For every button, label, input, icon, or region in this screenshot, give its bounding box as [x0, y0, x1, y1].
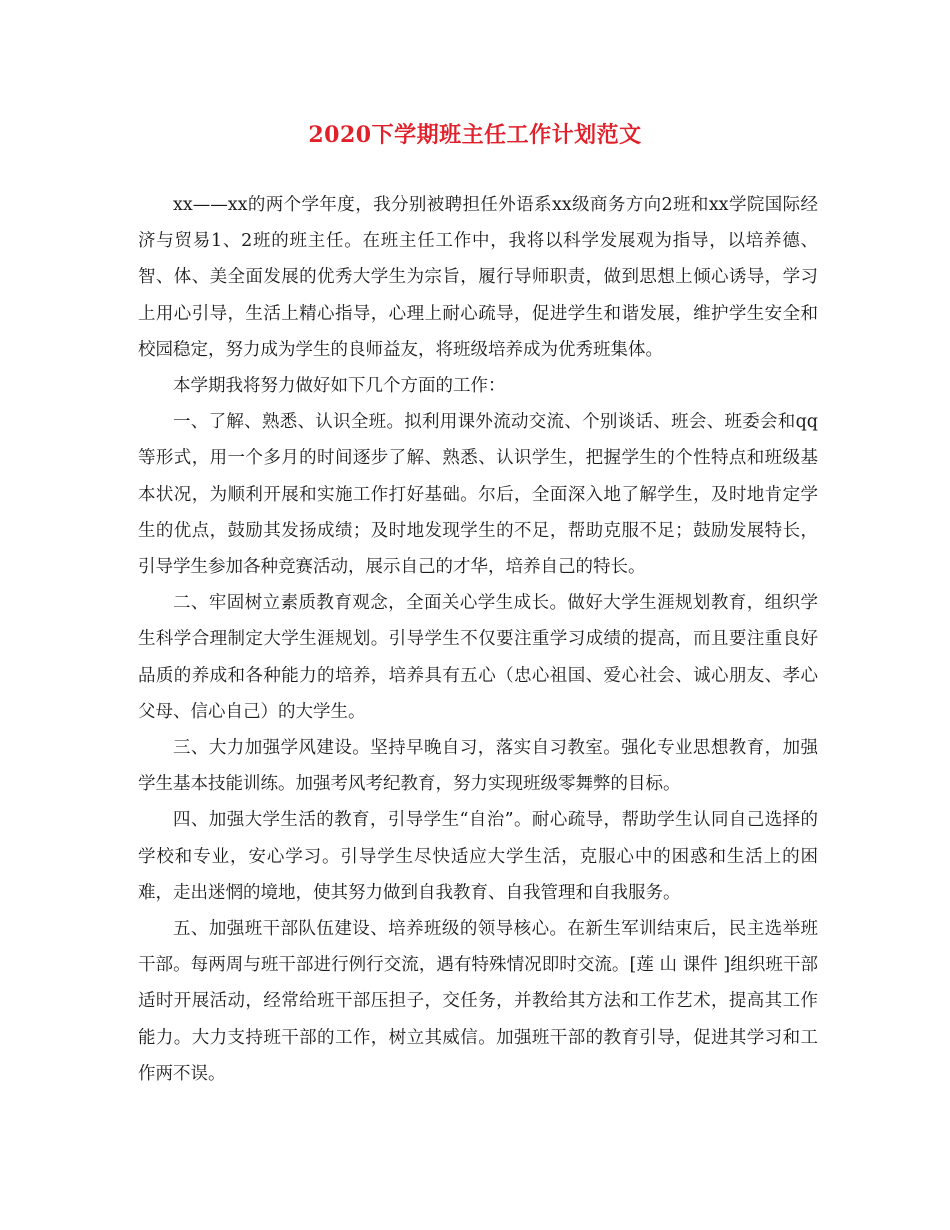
paragraph-item-2: 二、牢固树立素质教育观念，全面关心学生成长。做好大学生涯规划教育，组织学生科学合理制定大学生涯规划。引导学生不仅要注重学习成绩的提高，而且要注重良好品质的养成和各种能力的培养，培养具有五心（忠心祖国、爱心社会、诚心朋友、孝心父母、信心自己）的大学生。: [138, 593, 818, 722]
paragraph-overview: 本学期我将努力做好如下几个方面的工作：: [173, 376, 506, 397]
paragraph-item-1: 一、了解、熟悉、认识全班。拟利用课外流动交流、个别谈话、班会、班委会和qq等形式，用一个多月的时间逐步了解、熟悉、认识学生，把握学生的个性特点和班级基本状况，为顺利开展和实施工作打好基础。尔后，全面深入地了解学生，及时地肯定学生的优点，鼓励其发扬成绩；及时地发现学生的不足，帮助克服不足；鼓励发展特长，引导学生参加各种竞赛活动，展示自己的才华，培养自己的特长。: [138, 412, 818, 578]
paragraph-item-3: 三、大力加强学风建设。坚持早晚自习，落实自习教室。强化专业思想教育，加强学生基本技能训练。加强考风考纪教育，努力实现班级零舞弊的目标。: [138, 738, 818, 795]
paragraph-item-5: 五、加强班干部队伍建设、培养班级的领导核心。在新生军训结束后，民主选举班干部。每两周与班干部进行例行交流，遇有特殊情况即时交流。[莲 山 课件 ]组织班干部适时开展活动，经常给班干部压担子，交任务，并教给其方法和工作艺术，提高其工作能力。大力支持班干部的工作，树立其威信。加强班干部的教育引导，促进其学习和工作两不误。: [138, 919, 818, 1084]
document-title: 2020下学期班主任工作计划范文: [308, 122, 642, 148]
paragraph-intro: xx——xx的两个学年度，我分别被聘担任外语系xx级商务方向2班和xx学院国际经济与贸易1、2班的班主任。在班主任工作中，我将以科学发展观为指导，以培养德、智、体、美全面发展的优秀大学生为宗旨，履行导师职责，做到思想上倾心诱导，学习上用心引导，生活上精心指导，心理上耐心疏导，促进学生和谐发展，维护学生安全和校园稳定，努力成为学生的良师益友，将班级培养成为优秀班集体。: [138, 195, 818, 360]
paragraph-item-4: 四、加强大学生活的教育，引导学生“自治”。耐心疏导，帮助学生认同自己选择的学校和专业，安心学习。引导学生尽快适应大学生活，克服心中的困惑和生活上的困难，走出迷惘的境地，使其努力做到自我教育、自我管理和自我服务。: [138, 810, 818, 903]
document-body: [138, 187, 818, 1092]
